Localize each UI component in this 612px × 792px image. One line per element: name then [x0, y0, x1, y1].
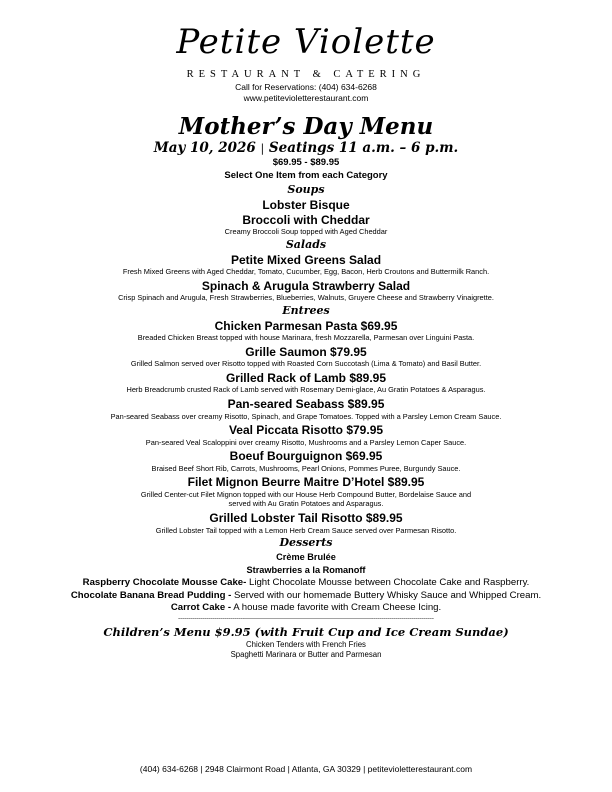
dish-name: Lobster Bisque: [262, 198, 350, 212]
menu-seatings: Seatings 11 a.m. – 6 p.m.: [268, 140, 459, 156]
dessert-item: [0, 590, 612, 603]
entrees-heading: Entrees: [282, 303, 330, 317]
kids-item: Spaghetti Marinara or Butter and Parmesan: [230, 649, 382, 659]
dish-name: Grille Saumon $79.95: [245, 344, 367, 359]
dish-description: Breaded Chicken Breast topped with house Marinara, fresh Mozzarella, Parmesan over Linguini Pasta.: [137, 333, 475, 343]
dish-name: Spinach & Arugula Strawberry Salad: [201, 278, 411, 293]
dish-name: Pan-seared Seabass $89.95: [227, 397, 385, 412]
restaurant-subtitle: RESTAURANT & CATERING: [186, 69, 426, 80]
dish-name: Broccoli with Cheddar: [242, 212, 370, 227]
divider: --------------------------------------------------------------------------------------------------------------------------------: [178, 615, 434, 622]
dessert-name: Strawberries a la Romanoff: [246, 565, 366, 576]
dish-name: Petite Mixed Greens Salad: [230, 252, 382, 267]
date-separator: |: [260, 142, 265, 155]
dessert-name: Carrot Cake -: [170, 602, 232, 614]
dish-description: Pan-seared Veal Scaloppini over creamy Risotto, Mushrooms and a Parsley Lemon Caper Sauce.: [145, 437, 467, 447]
dish-description: Fresh Mixed Greens with Aged Cheddar, Tomato, Cucumber, Egg, Bacon, Herb Croutons and Buttermilk Ranch.: [122, 267, 490, 277]
childrens-menu-heading: Children’s Menu $9.95 (with Fruit Cup and Ice Cream Sundae): [103, 624, 509, 639]
dish-name: Boeuf Bourguignon $69.95: [229, 449, 383, 464]
dish-name: Veal Piccata Risotto $79.95: [228, 423, 384, 438]
dish-description: Braised Beef Short Rib, Carrots, Mushrooms, Pearl Onions, Pommes Puree, Burgundy Sauce.: [151, 463, 461, 473]
dish-description: Grilled Salmon served over Risotto topped with Roasted Corn Succotash (Lima & Tomato) and Basil Butter.: [130, 359, 482, 369]
kids-item: Chicken Tenders with French Fries: [246, 639, 366, 649]
restaurant-name: Petite Violette: [176, 22, 436, 62]
website-link[interactable]: www.petitevioletterestaurant.com: [243, 93, 369, 103]
dessert-description: A house made favorite with Cream Cheese Icing.: [231, 602, 442, 614]
dish-description: Grilled Center-cut Filet Mignon topped with our House Herb Compound Butter, Bordelaise Sauce and: [140, 489, 472, 499]
dish-name: Filet Mignon Beurre Maitre D’Hotel $89.95: [187, 475, 425, 490]
dessert-name: Crème Brulée: [276, 552, 336, 563]
menu-date: May 10, 2026: [153, 140, 256, 156]
selection-instruction: Select One Item from each Category: [224, 170, 388, 181]
dessert-name: Chocolate Banana Bread Pudding -: [70, 589, 232, 601]
dish-description: served with Au Gratin Potatoes and Asparagus.: [228, 499, 384, 509]
dish-name: Grilled Rack of Lamb $89.95: [225, 370, 387, 385]
dessert-item: [0, 577, 612, 590]
soups-heading: Soups: [287, 183, 325, 196]
reservation-phone: Call for Reservations: (404) 634-6268: [235, 82, 377, 92]
dessert-item: [0, 602, 612, 615]
dessert-description: Light Chocolate Mousse between Chocolate Cake and Raspberry.: [246, 577, 530, 589]
menu-title: Mother’s Day Menu: [178, 113, 434, 140]
dish-name: Grilled Lobster Tail Risotto $89.95: [209, 511, 403, 526]
dish-description: Pan-seared Seabass over creamy Risotto, Spinach, and Grape Tomatoes. Topped with a Parsley Lemon Cream Sauce.: [110, 411, 502, 421]
dish-description: Herb Breadcrumb crusted Rack of Lamb served with Rosemary Demi-glace, Au Gratin Potatoes & Asparagus.: [126, 385, 486, 395]
dish-description: Grilled Lobster Tail topped with a Lemon Herb Cream Sauce served over Parmesan Risotto.: [155, 525, 457, 535]
dish-description: Creamy Broccoli Soup topped with Aged Cheddar: [224, 227, 388, 236]
dish-description: Crisp Spinach and Arugula, Fresh Strawberries, Blueberries, Walnuts, Gruyere Cheese and Strawberry Vinaigrette.: [118, 293, 494, 303]
menu-date-line: [0, 140, 612, 157]
dessert-name: Raspberry Chocolate Mousse Cake-: [82, 577, 247, 589]
salads-heading: Salads: [285, 237, 327, 251]
desserts-heading: Desserts: [279, 536, 333, 550]
footer-contact: (404) 634-6268 | 2948 Clairmont Road | Atlanta, GA 30329 | petitevioletterestaurant.com: [139, 764, 473, 774]
dessert-description: Served with our homemade Buttery Whisky Sauce and Whipped Cream.: [231, 589, 542, 601]
dish-name: Chicken Parmesan Pasta $69.95: [214, 318, 398, 333]
price-range: $69.95 - $89.95: [272, 157, 340, 168]
